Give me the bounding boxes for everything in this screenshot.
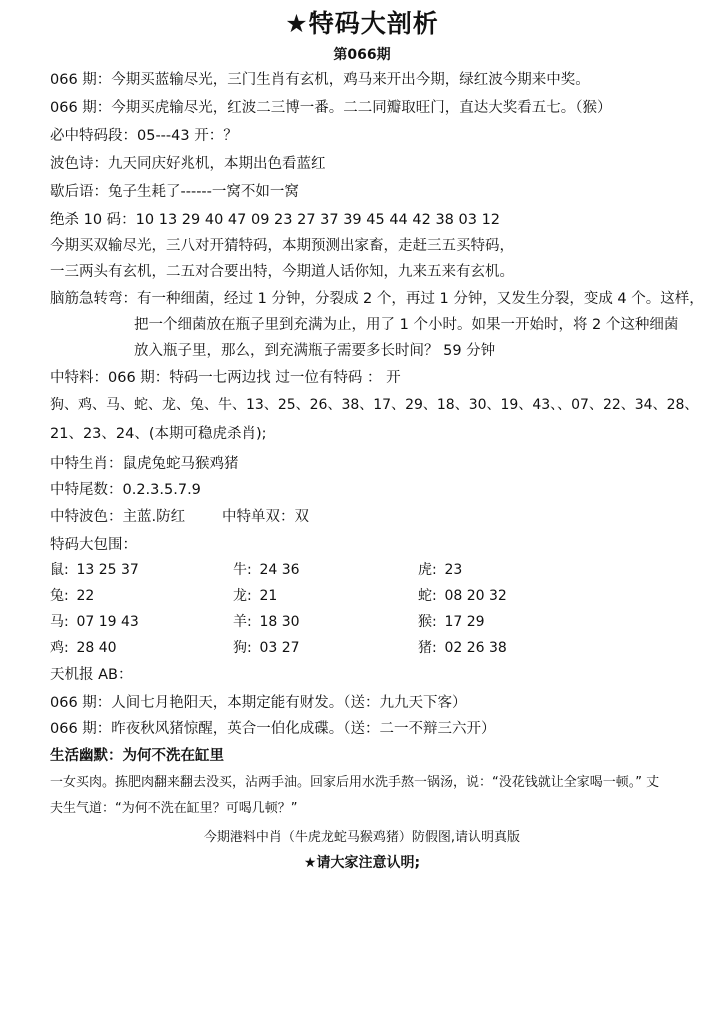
humor-text-line-2: 夫生气道：“为何不洗在缸里？可喝几顿？” [50,801,298,816]
wave-color-line: 中特波色：主蓝.防红 [50,509,186,525]
zodiac-name: 牛: [233,562,252,578]
page-title: ★特码大剖析 [285,9,439,38]
zodiac-cell [418,559,462,579]
verse-line-1: 066 期：今期买蓝输尽光，三门生肖有玄机，鸡马来开出今期，绿红波今期来中奖。 [50,72,590,88]
zodiac-name: 鸡: [50,640,69,656]
zodiac-name: 狗: [233,640,252,656]
zodiac-cell [233,611,300,631]
number-list-line-1: 狗、鸡、马、蛇、龙、兔、牛、13、25、26、38、17、29、18、30、19、43、、07、22、34、28、 [50,397,699,413]
zodiac-name: 蛇: [418,588,437,604]
zodiac-cell [50,585,94,605]
humor-text-line-1: 一女买肉。拣肥肉翻来翻去没买，沾两手油。回家后用水洗手熬一锅汤，说：“没花钱就让全家喝一顿。” 丈 [50,775,660,790]
special-material-line: 中特料：066 期：特码一七两边找 过一位有特码 ： 开 [50,370,401,386]
brain-teaser-line-2: 把一个细菌放在瓶子里到充满为止，用了 1 个小时。如果一开始时，将 2 个这种细菌 [134,317,679,333]
zodiac-cell [418,611,485,631]
issue-number: 第066期 [333,47,391,63]
zodiac-numbers: 24 36 [259,562,300,578]
zodiac-name: 虎: [418,562,437,578]
zodiac-name: 羊: [233,614,252,630]
zodiac-picks-line: 中特生肖：鼠虎兔蛇马猴鸡猪 [50,456,239,472]
verse-line-2: 066 期：今期买虎输尽光，红波二三博一番。二二同瓣取旺门，直达大奖看五七。（猴） [50,100,612,116]
tail-digits-line: 中特尾数：0.2.3.5.7.9 [50,482,201,498]
zodiac-cell [418,585,507,605]
attention-notice: ★请大家注意认明; [303,855,421,871]
zodiac-numbers: 03 27 [259,640,300,656]
zodiac-numbers: 23 [444,562,463,578]
special-range-line: 必中特码段：05---43 开：？ [50,128,238,144]
odd-even-line: 中特单双：双 [222,509,309,525]
zodiac-numbers: 28 40 [76,640,117,656]
zodiac-cell [233,585,277,605]
zodiac-numbers: 08 20 32 [444,588,507,604]
tianji-line-a: 066 期：人间七月艳阳天，本期定能有财发。（送：九九天下客） [50,695,467,711]
zodiac-name: 猪: [418,640,437,656]
zodiac-cell [418,637,507,657]
zodiac-numbers: 13 25 37 [76,562,139,578]
brain-teaser-line-3: 放入瓶子里，那么，到充满瓶子需要多长时间？ 59 分钟 [134,343,496,359]
zodiac-name: 兔: [50,588,69,604]
zodiac-numbers: 18 30 [259,614,300,630]
zodiac-name: 猴: [418,614,437,630]
poem-line-1: 今期买双输尽光，三八对开猜特码，本期预测出家畜，走赶三五买特码， [50,238,514,254]
zodiac-cell [50,559,139,579]
zodiac-cell [50,611,139,631]
color-poem-line: 波色诗：九天同庆好兆机，本期出色看蓝红 [50,156,326,172]
kill-numbers-line: 绝杀 10 码：10 13 29 40 47 09 23 27 37 39 45 44 42 38 03 12 [50,212,501,228]
zodiac-cell [233,559,300,579]
number-list-line-2: 21、23、24、(本期可稳虎杀肖); [50,426,267,442]
brain-teaser-line-1: 脑筋急转弯：有一种细菌，经过 1 分钟，分裂成 2 个，再过 1 分钟，又发生分裂，变成 4 个。这样， [50,291,704,307]
zodiac-table-heading: 特码大包围： [50,537,137,553]
zodiac-numbers: 22 [76,588,95,604]
zodiac-numbers: 07 19 43 [76,614,139,630]
zodiac-name: 马: [50,614,69,630]
zodiac-cell [50,637,117,657]
zodiac-numbers: 21 [259,588,278,604]
tianji-heading: 天机报 AB： [50,667,133,683]
tianji-line-b: 066 期：昨夜秋风猪惊醒，英合一伯化成碟。（送：二一不辩三六开） [50,721,496,737]
authenticity-notice: 今期港料中肖（牛虎龙蛇马猴鸡猪）防假图,请认明真版 [203,830,521,845]
poem-line-2: 一三两头有玄机，二五对合要出特，今期道人话你知，九来五来有玄机。 [50,264,514,280]
zodiac-numbers: 17 29 [444,614,485,630]
zodiac-name: 鼠: [50,562,69,578]
zodiac-name: 龙: [233,588,252,604]
zodiac-numbers: 02 26 38 [444,640,507,656]
proverb-line: 歇后语：兔子生耗了------一窝不如一窝 [50,184,299,200]
humor-heading: 生活幽默：为何不洗在缸里 [50,748,224,764]
zodiac-cell [233,637,300,657]
